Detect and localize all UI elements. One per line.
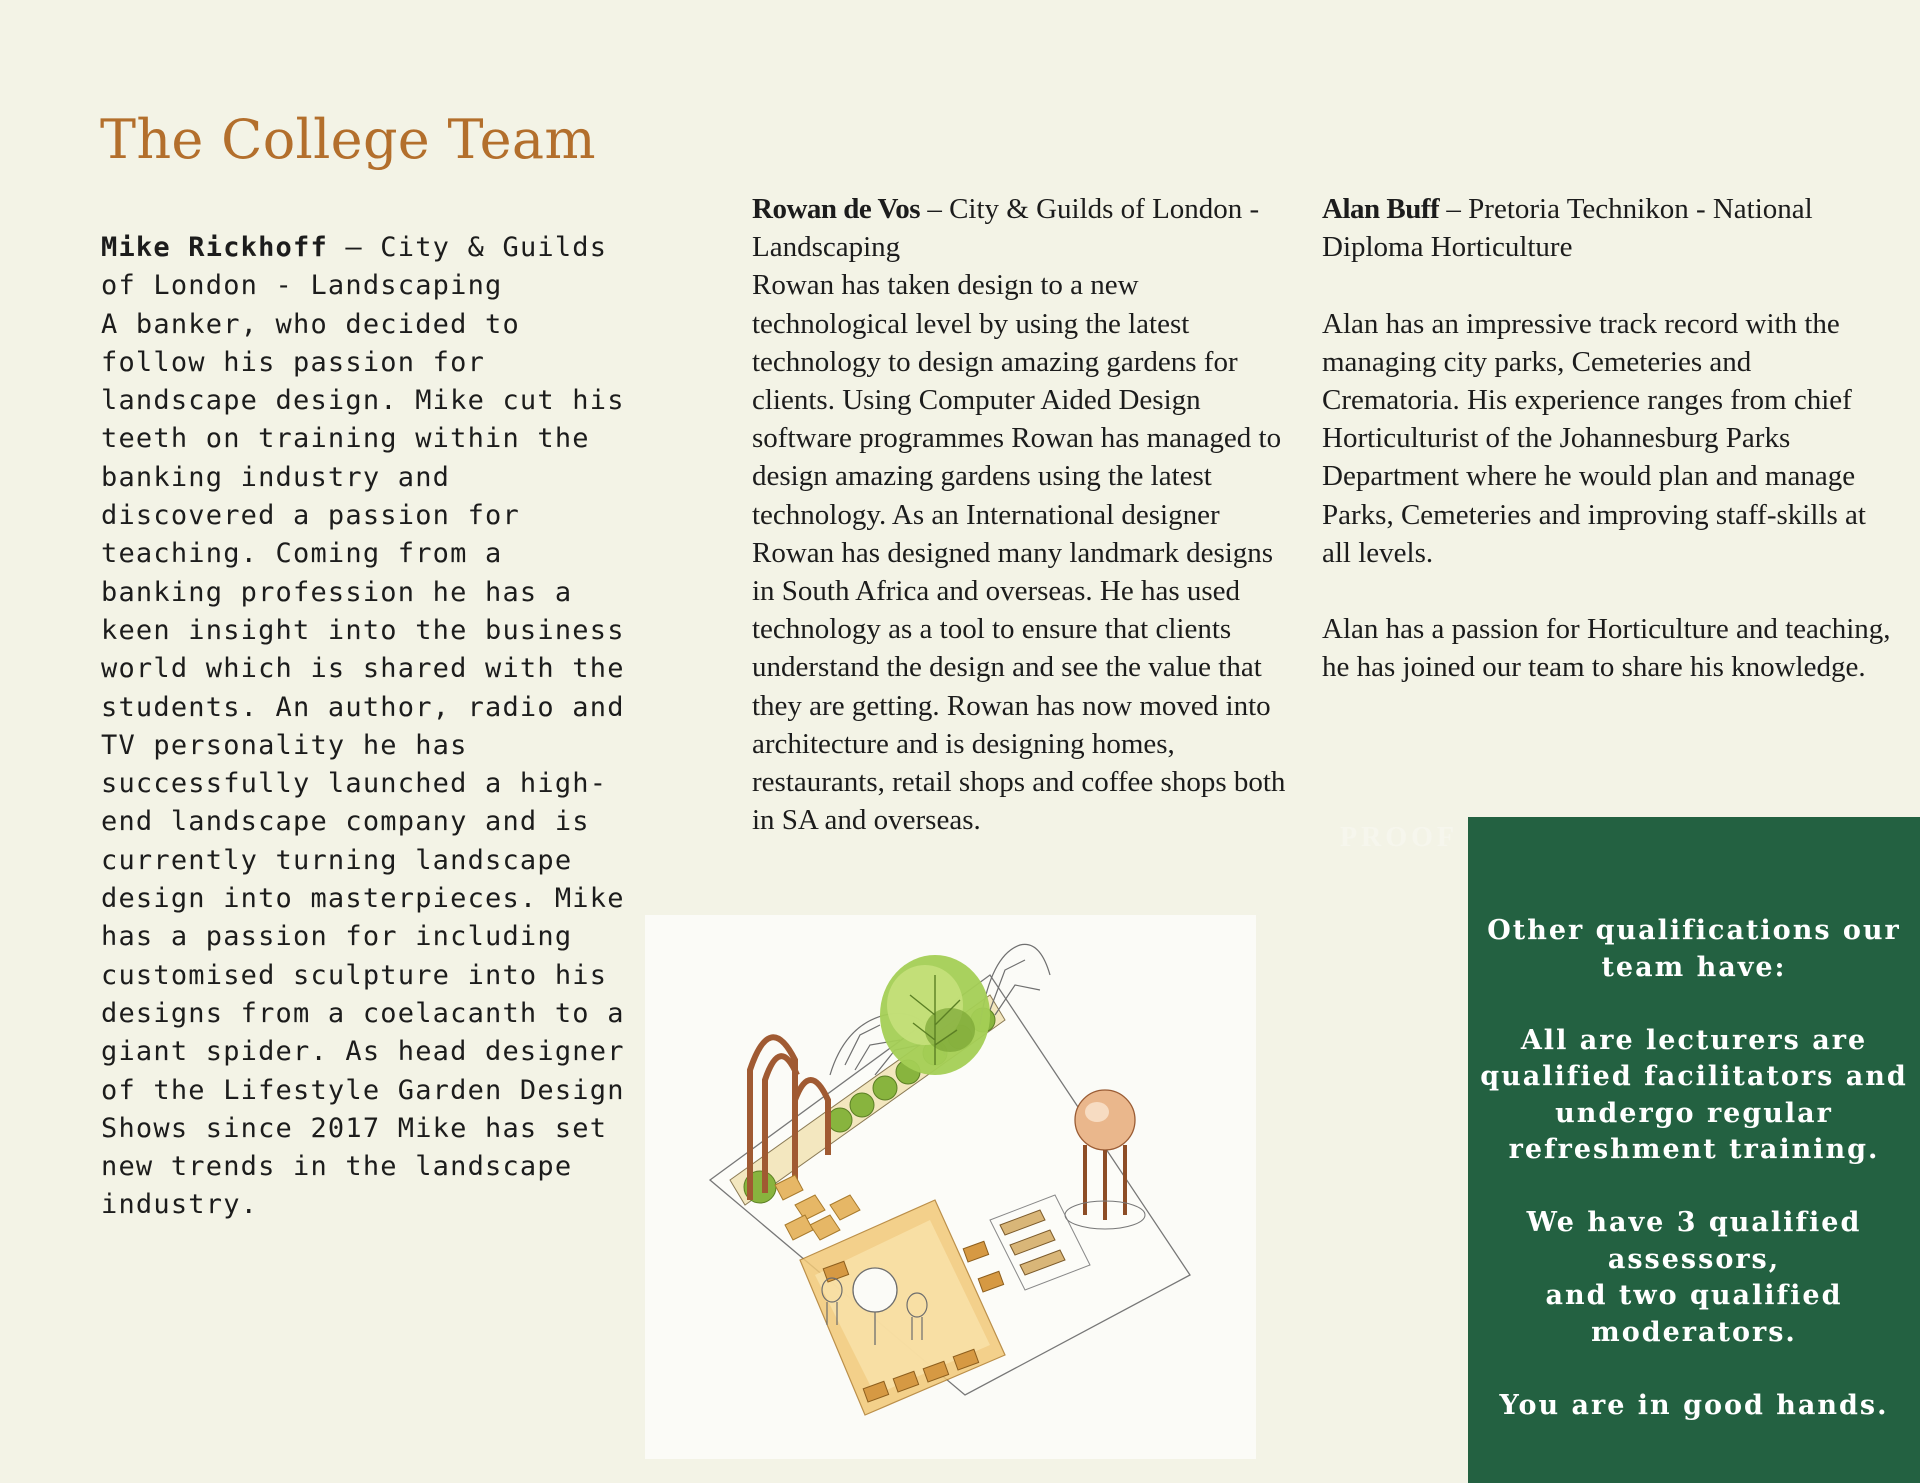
panel-assessors-line: We have 3 qualified assessors, <box>1526 1207 1862 1275</box>
panel-assessors-text <box>1468 1205 1920 1351</box>
team-member-mike <box>101 229 641 1225</box>
team-member-rowan <box>752 190 1292 839</box>
garden-design-illustration-icon <box>645 915 1256 1459</box>
member-name: Mike Rickhoff <box>101 232 328 263</box>
member-name: Rowan de Vos <box>752 193 921 225</box>
member-qualification: – City & Guilds of London - Landscaping <box>101 232 608 302</box>
member-qualification: – City & Guilds of London - Landscaping <box>752 193 1260 264</box>
qualifications-panel <box>1468 817 1920 1483</box>
panel-lecturers-text: All are lecturers are qualified facilitators and undergo regular refreshment training. <box>1480 1024 1908 1165</box>
member-bio: A banker, who decided to follow his passion for landscape design. Mike cut his teeth on training within the banking industry and discovered a passion for teaching. Coming from a banking profession he has a keen insight into the business world which is shared with the students. An author, radio and TV personality he has successfully launched a high-end landscape company and is currently turning landscape design into masterpieces. Mike has a passion for including customised sculpture into his designs from a coelacanth to a giant spider. As head designer of the Lifestyle Garden Design Shows since 2017 Mike has set new trends in the landscape industry. <box>101 308 625 1221</box>
panel-moderators-line: and two qualified moderators. <box>1545 1280 1843 1348</box>
member-bio: Alan has an impressive track record with the managing city parks, Cemeteries and Crematoria. His experience ranges from chief Horticulturist of the Johannesburg Parks Department where he would plan and manage Parks, Cemeteries and improving staff-skills at all levels. <box>1322 307 1866 569</box>
panel-closing-text: You are in good hands. <box>1499 1389 1889 1421</box>
member-name: Alan Buff <box>1322 193 1440 225</box>
member-qualification: – Pretoria Technikon - National Diploma Horticulture <box>1322 193 1813 264</box>
member-bio-2: Alan has a passion for Horticulture and teaching, he has joined our team to share his knowledge. <box>1322 613 1891 684</box>
faint-heading: PROOF <box>1340 822 1458 853</box>
garden-design-illustration <box>645 915 1256 1459</box>
page-title: The College Team <box>100 108 596 171</box>
member-bio: Rowan has taken design to a new technological level by using the latest technology to design amazing gardens for clients. Using Computer Aided Design software programmes Rowan has managed to design amazing gardens using the latest technology. As an International designer Rowan has designed many landmark designs in South Africa and overseas. He has used technology as a tool to ensure that clients understand the design and see the value that they are getting. Rowan has now moved into architecture and is designing homes, restaurants, retail shops and coffee shops both in SA and overseas. <box>752 269 1286 837</box>
team-member-alan <box>1322 190 1892 687</box>
panel-heading: Other qualifications our team have: <box>1487 915 1901 983</box>
